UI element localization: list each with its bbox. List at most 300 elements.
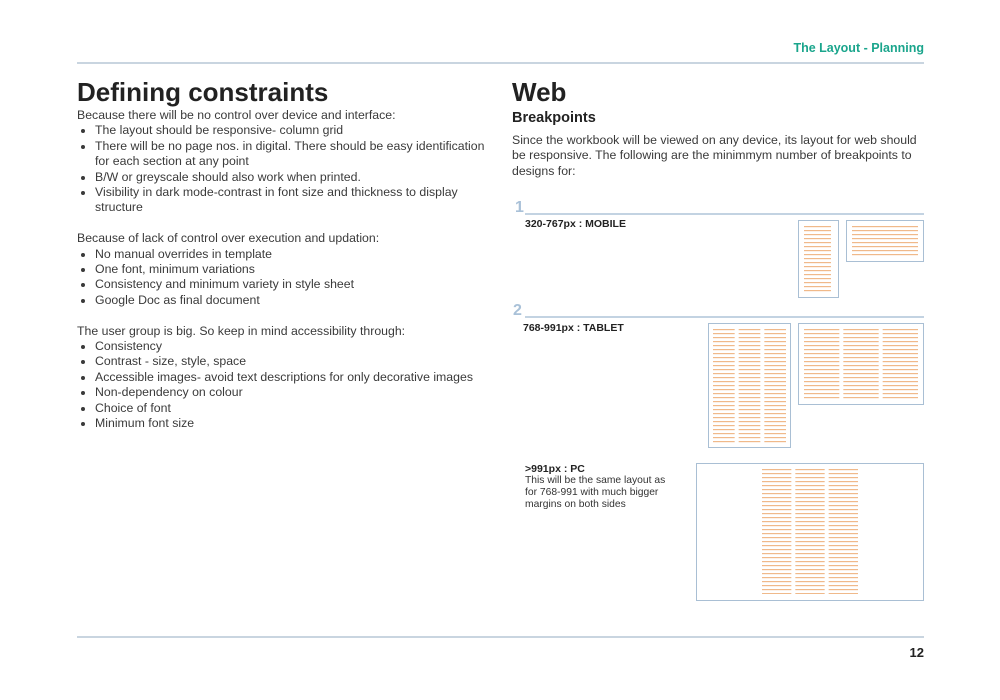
placeholder-line <box>739 357 761 358</box>
placeholder-line <box>739 345 761 346</box>
placeholder-line <box>739 389 761 390</box>
placeholder-line <box>804 226 831 227</box>
placeholder-line <box>804 238 831 239</box>
placeholder-line <box>764 341 786 342</box>
placeholder-line <box>804 393 839 394</box>
placeholder-line <box>843 341 878 342</box>
placeholder-line <box>764 413 786 414</box>
placeholder-line <box>795 581 824 582</box>
placeholder-line <box>852 230 918 231</box>
placeholder-line <box>883 333 918 334</box>
placeholder-line <box>829 561 858 562</box>
placeholder-line <box>804 333 839 334</box>
placeholder-line <box>804 373 839 374</box>
placeholder-line <box>762 549 791 550</box>
breakpoint-label: >991px : PC <box>525 463 585 475</box>
placeholder-line <box>804 365 839 366</box>
placeholder-line <box>883 373 918 374</box>
placeholder-line <box>843 393 878 394</box>
placeholder-line <box>804 290 831 291</box>
placeholder-line <box>829 477 858 478</box>
placeholder-line <box>829 589 858 590</box>
placeholder-line <box>739 353 761 354</box>
breakpoint-label: 768-991px : TABLET <box>523 322 624 334</box>
placeholder-line <box>764 373 786 374</box>
placeholder-line <box>764 353 786 354</box>
placeholder-line <box>739 373 761 374</box>
placeholder-line <box>713 349 735 350</box>
placeholder-line <box>762 477 791 478</box>
placeholder-line <box>843 365 878 366</box>
placeholder-line <box>795 589 824 590</box>
placeholder-line <box>762 557 791 558</box>
list-item: • Consistency <box>95 339 492 354</box>
placeholder-line <box>829 521 858 522</box>
placeholder-line <box>883 349 918 350</box>
placeholder-line <box>764 437 786 438</box>
placeholder-line <box>804 361 839 362</box>
placeholder-line <box>713 385 735 386</box>
placeholder-line <box>795 545 824 546</box>
placeholder-line <box>739 385 761 386</box>
placeholder-line <box>764 417 786 418</box>
placeholder-line <box>713 381 735 382</box>
placeholder-line <box>883 393 918 394</box>
placeholder-line <box>829 581 858 582</box>
footer-divider <box>77 636 924 638</box>
placeholder-line <box>795 493 824 494</box>
placeholder-line <box>762 509 791 510</box>
placeholder-line <box>795 553 824 554</box>
placeholder-line <box>829 529 858 530</box>
right-title: Web <box>512 77 567 107</box>
placeholder-line <box>804 377 839 378</box>
placeholder-line <box>739 433 761 434</box>
placeholder-line <box>829 533 858 534</box>
breakpoint-number: 2 <box>513 302 522 319</box>
placeholder-line <box>804 381 839 382</box>
placeholder-line <box>764 385 786 386</box>
placeholder-line <box>852 226 918 227</box>
placeholder-line <box>883 361 918 362</box>
list-item: • Google Doc as final document <box>95 293 492 308</box>
breakpoint-label: 320-767px : MOBILE <box>525 218 626 230</box>
section-label: The Layout - Planning <box>793 41 924 55</box>
placeholder-line <box>843 353 878 354</box>
list-item: • Choice of font <box>95 401 492 416</box>
tablet-landscape-mockup <box>798 323 924 405</box>
placeholder-line <box>804 286 831 287</box>
placeholder-line <box>883 385 918 386</box>
placeholder-line <box>713 441 735 442</box>
placeholder-line <box>739 417 761 418</box>
placeholder-line <box>762 569 791 570</box>
placeholder-line <box>739 361 761 362</box>
placeholder-line <box>713 337 735 338</box>
placeholder-line <box>804 234 831 235</box>
placeholder-line <box>883 341 918 342</box>
placeholder-line <box>739 401 761 402</box>
mobile-landscape-mockup <box>846 220 924 262</box>
placeholder-line <box>804 266 831 267</box>
placeholder-line <box>852 254 918 255</box>
placeholder-line <box>795 469 824 470</box>
placeholder-line <box>713 361 735 362</box>
placeholder-line <box>843 345 878 346</box>
placeholder-line <box>713 353 735 354</box>
placeholder-line <box>843 361 878 362</box>
placeholder-line <box>843 381 878 382</box>
placeholder-line <box>713 329 735 330</box>
bullet-list <box>77 123 492 215</box>
placeholder-line <box>804 341 839 342</box>
placeholder-line <box>795 537 824 538</box>
tablet-portrait-mockup <box>708 323 791 448</box>
placeholder-line <box>739 365 761 366</box>
placeholder-line <box>739 337 761 338</box>
placeholder-line <box>764 409 786 410</box>
placeholder-line <box>764 345 786 346</box>
placeholder-line <box>829 565 858 566</box>
placeholder-line <box>764 329 786 330</box>
placeholder-line <box>764 421 786 422</box>
list-item: • Visibility in dark mode-contrast in font size and thickness to display structure <box>95 185 492 216</box>
placeholder-line <box>829 593 858 594</box>
placeholder-line <box>762 533 791 534</box>
placeholder-line <box>829 509 858 510</box>
placeholder-line <box>883 337 918 338</box>
placeholder-line <box>764 361 786 362</box>
placeholder-line <box>762 565 791 566</box>
placeholder-line <box>739 441 761 442</box>
placeholder-line <box>739 349 761 350</box>
placeholder-line <box>739 333 761 334</box>
placeholder-line <box>739 429 761 430</box>
placeholder-line <box>762 481 791 482</box>
placeholder-line <box>829 545 858 546</box>
placeholder-line <box>739 425 761 426</box>
list-item: • No manual overrides in template <box>95 247 492 262</box>
list-item: • B/W or greyscale should also work when printed. <box>95 170 492 185</box>
placeholder-line <box>804 250 831 251</box>
list-item: • One font, minimum variations <box>95 262 492 277</box>
placeholder-text-lines <box>713 328 786 443</box>
placeholder-line <box>829 557 858 558</box>
placeholder-line <box>764 429 786 430</box>
placeholder-line <box>762 489 791 490</box>
placeholder-line <box>804 258 831 259</box>
placeholder-line <box>843 337 878 338</box>
placeholder-line <box>764 393 786 394</box>
mobile-portrait-mockup <box>798 220 839 298</box>
placeholder-line <box>829 549 858 550</box>
placeholder-line <box>829 473 858 474</box>
placeholder-line <box>762 593 791 594</box>
placeholder-line <box>764 397 786 398</box>
placeholder-line <box>804 385 839 386</box>
placeholder-line <box>762 497 791 498</box>
placeholder-line <box>713 409 735 410</box>
breakpoint-number: 1 <box>515 199 524 216</box>
placeholder-line <box>843 369 878 370</box>
placeholder-line <box>764 369 786 370</box>
placeholder-line <box>843 385 878 386</box>
placeholder-line <box>829 553 858 554</box>
list-item: • The layout should be responsive- column grid <box>95 123 492 138</box>
placeholder-line <box>883 381 918 382</box>
placeholder-line <box>795 489 824 490</box>
placeholder-line <box>739 369 761 370</box>
placeholder-line <box>804 369 839 370</box>
placeholder-line <box>795 549 824 550</box>
placeholder-line <box>804 254 831 255</box>
placeholder-line <box>795 485 824 486</box>
placeholder-line <box>843 389 878 390</box>
placeholder-line <box>843 349 878 350</box>
list-item: • Non-dependency on colour <box>95 385 492 400</box>
bullet-list <box>77 247 492 309</box>
placeholder-line <box>762 469 791 470</box>
list-item: • Contrast - size, style, space <box>95 354 492 369</box>
placeholder-line <box>713 393 735 394</box>
placeholder-line <box>762 561 791 562</box>
placeholder-line <box>883 353 918 354</box>
placeholder-line <box>739 413 761 414</box>
placeholder-line <box>762 505 791 506</box>
placeholder-line <box>852 242 918 243</box>
placeholder-line <box>762 529 791 530</box>
placeholder-line <box>829 525 858 526</box>
placeholder-line <box>713 377 735 378</box>
placeholder-line <box>713 357 735 358</box>
placeholder-line <box>795 577 824 578</box>
placeholder-line <box>713 401 735 402</box>
placeholder-line <box>764 349 786 350</box>
placeholder-line <box>762 517 791 518</box>
placeholder-line <box>804 397 839 398</box>
placeholder-line <box>713 405 735 406</box>
placeholder-line <box>795 573 824 574</box>
placeholder-line <box>795 533 824 534</box>
breakpoint-divider <box>525 213 924 215</box>
placeholder-line <box>713 433 735 434</box>
placeholder-line <box>795 569 824 570</box>
placeholder-line <box>829 469 858 470</box>
placeholder-line <box>795 481 824 482</box>
placeholder-line <box>762 541 791 542</box>
placeholder-line <box>739 421 761 422</box>
pc-mockup <box>696 463 924 601</box>
placeholder-line <box>804 349 839 350</box>
list-item: • Consistency and minimum variety in style sheet <box>95 277 492 292</box>
placeholder-line <box>713 437 735 438</box>
placeholder-line <box>829 485 858 486</box>
placeholder-line <box>795 557 824 558</box>
placeholder-line <box>762 521 791 522</box>
placeholder-line <box>764 357 786 358</box>
placeholder-line <box>829 569 858 570</box>
placeholder-line <box>795 473 824 474</box>
placeholder-line <box>713 341 735 342</box>
placeholder-line <box>795 593 824 594</box>
placeholder-line <box>829 585 858 586</box>
placeholder-line <box>852 246 918 247</box>
placeholder-line <box>762 513 791 514</box>
placeholder-line <box>804 353 839 354</box>
placeholder-line <box>713 333 735 334</box>
placeholder-line <box>762 501 791 502</box>
placeholder-line <box>762 525 791 526</box>
placeholder-line <box>739 437 761 438</box>
placeholder-line <box>795 529 824 530</box>
placeholder-line <box>804 242 831 243</box>
breakpoints-heading: Breakpoints <box>512 110 596 126</box>
placeholder-line <box>713 365 735 366</box>
placeholder-line <box>713 425 735 426</box>
placeholder-line <box>829 505 858 506</box>
page-number: 12 <box>909 645 924 660</box>
placeholder-line <box>762 485 791 486</box>
placeholder-line <box>713 429 735 430</box>
placeholder-line <box>739 377 761 378</box>
breakpoint-divider <box>525 316 924 318</box>
placeholder-line <box>804 282 831 283</box>
placeholder-line <box>762 581 791 582</box>
placeholder-line <box>713 421 735 422</box>
placeholder-line <box>713 413 735 414</box>
placeholder-line <box>829 541 858 542</box>
placeholder-line <box>713 389 735 390</box>
placeholder-line <box>843 377 878 378</box>
placeholder-text-lines <box>762 468 858 594</box>
group-intro: Because there will be no control over device and interface: <box>77 108 396 122</box>
placeholder-line <box>795 517 824 518</box>
placeholder-line <box>764 377 786 378</box>
placeholder-line <box>764 365 786 366</box>
placeholder-line <box>739 397 761 398</box>
placeholder-line <box>739 405 761 406</box>
placeholder-line <box>739 381 761 382</box>
placeholder-line <box>762 585 791 586</box>
placeholder-line <box>762 537 791 538</box>
placeholder-line <box>795 501 824 502</box>
placeholder-line <box>804 274 831 275</box>
list-item: • There will be no page nos. in digital. There should be easy identification for each section at any point <box>95 139 492 170</box>
placeholder-line <box>852 234 918 235</box>
placeholder-line <box>764 337 786 338</box>
placeholder-line <box>804 357 839 358</box>
placeholder-line <box>829 537 858 538</box>
constraints-content <box>77 108 492 447</box>
placeholder-line <box>762 553 791 554</box>
placeholder-line <box>764 441 786 442</box>
list-item: • Minimum font size <box>95 416 492 431</box>
placeholder-line <box>795 561 824 562</box>
placeholder-line <box>883 377 918 378</box>
placeholder-line <box>883 389 918 390</box>
placeholder-line <box>852 250 918 251</box>
placeholder-line <box>795 585 824 586</box>
placeholder-line <box>883 397 918 398</box>
placeholder-line <box>843 333 878 334</box>
placeholder-line <box>762 573 791 574</box>
placeholder-line <box>829 497 858 498</box>
placeholder-line <box>762 577 791 578</box>
placeholder-line <box>795 541 824 542</box>
placeholder-line <box>804 246 831 247</box>
placeholder-line <box>764 405 786 406</box>
placeholder-line <box>883 357 918 358</box>
placeholder-line <box>829 501 858 502</box>
group-intro: The user group is big. So keep in mind accessibility through: <box>77 323 406 338</box>
placeholder-line <box>762 493 791 494</box>
placeholder-text-lines <box>852 225 918 257</box>
placeholder-line <box>843 329 878 330</box>
breakpoint-description: This will be the same layout as for 768-991 with much bigger margins on both sides <box>525 475 666 510</box>
placeholder-line <box>739 341 761 342</box>
placeholder-line <box>883 365 918 366</box>
placeholder-line <box>804 270 831 271</box>
placeholder-line <box>843 397 878 398</box>
placeholder-text-lines <box>804 328 918 400</box>
placeholder-line <box>843 373 878 374</box>
placeholder-line <box>852 238 918 239</box>
placeholder-line <box>883 345 918 346</box>
list-item: • Accessible images- avoid text descriptions for only decorative images <box>95 370 492 385</box>
placeholder-line <box>764 401 786 402</box>
placeholder-line <box>762 473 791 474</box>
group-intro: Because of lack of control over execution and updation: <box>77 231 380 246</box>
placeholder-line <box>804 230 831 231</box>
placeholder-line <box>795 513 824 514</box>
placeholder-line <box>795 525 824 526</box>
placeholder-line <box>739 393 761 394</box>
placeholder-line <box>762 545 791 546</box>
placeholder-line <box>713 369 735 370</box>
placeholder-line <box>713 417 735 418</box>
placeholder-line <box>804 262 831 263</box>
placeholder-line <box>764 381 786 382</box>
placeholder-line <box>804 278 831 279</box>
placeholder-line <box>829 517 858 518</box>
placeholder-line <box>795 565 824 566</box>
placeholder-line <box>804 329 839 330</box>
placeholder-line <box>795 505 824 506</box>
placeholder-line <box>739 329 761 330</box>
placeholder-line <box>829 481 858 482</box>
placeholder-line <box>883 369 918 370</box>
placeholder-line <box>764 433 786 434</box>
placeholder-line <box>883 329 918 330</box>
placeholder-line <box>764 389 786 390</box>
placeholder-line <box>795 497 824 498</box>
placeholder-line <box>795 509 824 510</box>
placeholder-line <box>829 513 858 514</box>
placeholder-line <box>762 589 791 590</box>
breakpoints-intro: Since the workbook will be viewed on any device, its layout for web should be responsive. The following are the minimmym number of breakpoints to designs for: <box>512 133 917 178</box>
placeholder-line <box>804 337 839 338</box>
placeholder-line <box>795 521 824 522</box>
placeholder-line <box>829 573 858 574</box>
placeholder-line <box>739 409 761 410</box>
placeholder-line <box>795 477 824 478</box>
placeholder-line <box>713 345 735 346</box>
header-divider <box>77 62 924 64</box>
placeholder-line <box>713 397 735 398</box>
placeholder-line <box>713 373 735 374</box>
bullet-list <box>77 339 492 431</box>
placeholder-line <box>829 493 858 494</box>
